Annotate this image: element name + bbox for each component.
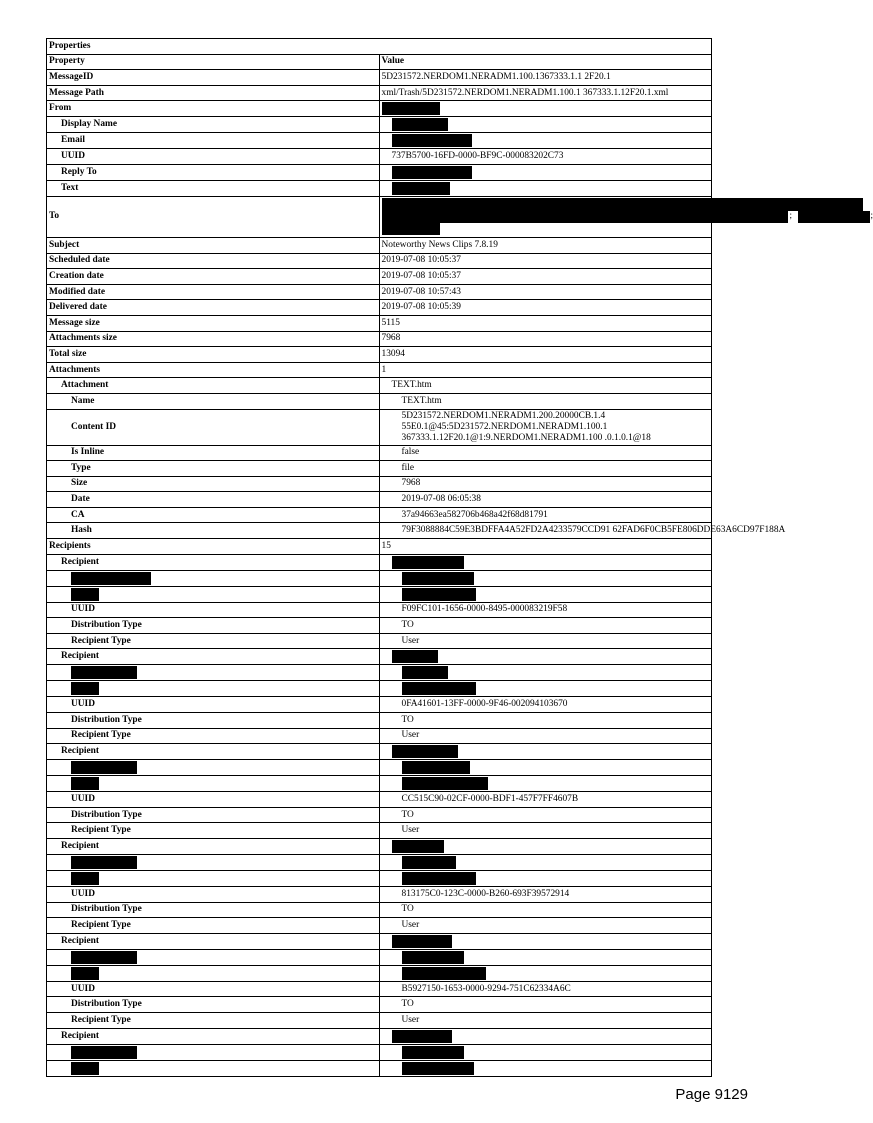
table-header-row [47,54,712,70]
property-value [379,101,712,117]
redaction-block [402,1062,474,1075]
property-name: Distribution Type [47,807,380,823]
table-row [47,507,712,523]
redaction-block [71,761,137,774]
property-value: F09FC101-1656-0000-8495-000083219F58 [379,602,712,618]
property-value: User [379,1012,712,1028]
table-row [47,164,712,180]
table-title: Properties [47,39,712,55]
table-row [47,362,712,378]
property-name: To [47,196,380,237]
property-name [47,855,380,871]
property-value: CC515C90-02CF-0000-BDF1-457F7FF4607B [379,792,712,808]
redaction-block [71,588,99,601]
property-name: Email [47,133,380,149]
property-name: Hash [47,523,380,539]
redaction-block [392,1030,452,1043]
property-value [379,871,712,887]
separator: ; [870,209,873,220]
property-value: 7968 [379,476,712,492]
property-name: Size [47,476,380,492]
property-value [379,949,712,965]
table-row [47,70,712,86]
property-value [379,1044,712,1060]
property-value: false [379,445,712,461]
redaction-block [392,650,438,663]
property-name: Creation date [47,269,380,285]
property-name: From [47,101,380,117]
property-value: TO [379,997,712,1013]
table-row [47,149,712,165]
table-row [47,1028,712,1044]
property-name: Distribution Type [47,902,380,918]
property-value: 1 [379,362,712,378]
property-value: 2019-07-08 10:05:37 [379,253,712,269]
property-value [379,839,712,855]
table-row [47,1044,712,1060]
property-name: UUID [47,792,380,808]
property-name: Recipients [47,539,380,555]
property-name [47,760,380,776]
property-name: UUID [47,602,380,618]
property-value: TO [379,807,712,823]
property-value: User [379,918,712,934]
table-row [47,393,712,409]
redaction-block [71,777,99,790]
property-value: 2019-07-08 06:05:38 [379,492,712,508]
redaction-block [71,682,99,695]
property-name: Message size [47,315,380,331]
table-row [47,409,712,445]
property-name: Recipient Type [47,728,380,744]
property-name [47,586,380,602]
table-row [47,554,712,570]
redaction-block [798,211,870,223]
table-row [47,728,712,744]
property-value [379,681,712,697]
property-value: TO [379,713,712,729]
property-name: Delivered date [47,300,380,316]
table-row [47,949,712,965]
property-name: Modified date [47,284,380,300]
property-value: 15 [379,539,712,555]
property-name: Recipient [47,744,380,760]
redaction-block [402,872,476,885]
property-value: TEXT.htm [379,378,712,394]
properties-sheet [46,38,873,1077]
property-value [379,776,712,792]
separator: ; [789,209,793,220]
table-row [47,180,712,196]
table-row [47,315,712,331]
table-row [47,855,712,871]
property-value [379,665,712,681]
redaction-block [382,102,440,115]
table-row [47,965,712,981]
table-row [47,586,712,602]
property-name: Message Path [47,85,380,101]
redaction-block [71,572,151,585]
property-name: Date [47,492,380,508]
property-value [379,180,712,196]
table-row [47,492,712,508]
property-value: TO [379,902,712,918]
redaction-block [71,856,137,869]
property-name [47,570,380,586]
property-name [47,1044,380,1060]
table-row [47,807,712,823]
redaction-block [402,588,476,601]
property-value: 13094 [379,347,712,363]
property-value [379,760,712,776]
property-value: 79F3088884C59E3BDFFA4A52FD2A4233579CCD91 62FAD6F0CB5FE806DDE63A6CD97F188A [379,523,712,539]
redaction-block [392,935,452,948]
redaction-block [402,572,474,585]
table-row [47,871,712,887]
redaction-block [392,182,450,195]
property-name: MessageID [47,70,380,86]
property-value: 813175C0-123C-0000-B260-693F39572914 [379,887,712,903]
property-name: Subject [47,237,380,253]
table-row [47,823,712,839]
table-row [47,1060,712,1076]
property-value: 5D231572.NERDOM1.NERADM1.100.1367333.1.1 2F20.1 [379,70,712,86]
table-row [47,331,712,347]
property-name: Recipient [47,933,380,949]
property-name: UUID [47,887,380,903]
table-row [47,476,712,492]
property-name: Attachment [47,378,380,394]
property-value: 2019-07-08 10:05:39 [379,300,712,316]
table-row [47,618,712,634]
property-name [47,949,380,965]
properties-table [46,38,873,1077]
table-row [47,697,712,713]
table-row [47,237,712,253]
property-name: UUID [47,149,380,165]
table-row [47,713,712,729]
table-row [47,902,712,918]
table-row [47,839,712,855]
table-row [47,633,712,649]
redaction-block [392,745,458,758]
property-name [47,681,380,697]
property-name [47,871,380,887]
property-value [379,570,712,586]
property-name: UUID [47,981,380,997]
redaction-block [71,666,137,679]
property-value [379,554,712,570]
table-row [47,133,712,149]
table-row [47,523,712,539]
table-row [47,776,712,792]
property-name: UUID [47,697,380,713]
table-row [47,744,712,760]
property-value [379,933,712,949]
property-value: User [379,728,712,744]
redaction-block [402,682,476,695]
property-name: Distribution Type [47,997,380,1013]
property-name: Recipient Type [47,918,380,934]
property-value: User [379,633,712,649]
property-name: Distribution Type [47,713,380,729]
property-name: Is Inline [47,445,380,461]
table-row [47,284,712,300]
property-value: 7968 [379,331,712,347]
table-row [47,300,712,316]
table-row [47,918,712,934]
redaction-block [382,223,440,235]
property-name: Reply To [47,164,380,180]
property-value: 2019-07-08 10:57:43 [379,284,712,300]
table-row [47,445,712,461]
property-name: Recipient Type [47,823,380,839]
property-name: Recipient Type [47,633,380,649]
property-name: CA [47,507,380,523]
property-value [379,965,712,981]
table-row [47,933,712,949]
table-title-row [47,39,712,55]
table-row [47,887,712,903]
redaction-block [402,856,456,869]
property-name: Attachments size [47,331,380,347]
property-value: User [379,823,712,839]
property-name: Recipient [47,649,380,665]
table-row [47,347,712,363]
table-row [47,602,712,618]
table-row [47,665,712,681]
table-row [47,570,712,586]
redaction-block [71,1062,99,1075]
property-name: Display Name [47,117,380,133]
table-row [47,649,712,665]
property-name: Recipient [47,554,380,570]
header-value: Value [379,54,712,70]
property-name: Total size [47,347,380,363]
redaction-block [392,134,472,147]
property-value [379,855,712,871]
table-row [47,1012,712,1028]
property-name: Name [47,393,380,409]
property-name: Scheduled date [47,253,380,269]
property-name: Recipient [47,839,380,855]
page-number: Page 9129 [675,1086,748,1103]
header-property: Property [47,54,380,70]
property-name [47,965,380,981]
to-recipients-redacted [379,196,873,237]
property-value [379,649,712,665]
property-name [47,665,380,681]
property-value [379,164,712,180]
redaction-block [402,777,488,790]
redaction-block [392,118,448,131]
redaction-block [392,166,472,179]
redaction-block [402,761,470,774]
redaction-block [71,1046,137,1059]
property-value: TO [379,618,712,634]
property-value [379,1028,712,1044]
table-row [47,981,712,997]
property-value [379,133,712,149]
table-row [47,196,712,237]
redaction-block [392,840,444,853]
table-row [47,539,712,555]
property-value: 37a94663ea582706b468a42f68d81791 [379,507,712,523]
redaction-block [402,1046,464,1059]
redaction-block [71,872,99,885]
table-row [47,85,712,101]
property-value: 5115 [379,315,712,331]
property-value: 2019-07-08 10:05:37 [379,269,712,285]
table-row [47,760,712,776]
property-value: B5927150-1653-0000-9294-751C62334A6C [379,981,712,997]
property-value: TEXT.htm [379,393,712,409]
table-row [47,681,712,697]
property-value [379,1060,712,1076]
property-name: Attachments [47,362,380,378]
property-name: Distribution Type [47,618,380,634]
property-name: Recipient Type [47,1012,380,1028]
table-row [47,378,712,394]
redaction-block [382,211,788,223]
property-value: Noteworthy News Clips 7.8.19 [379,237,712,253]
table-row [47,101,712,117]
redaction-block [402,951,464,964]
property-value: 737B5700-16FD-0000-BF9C-000083202C73 [379,149,712,165]
property-value [379,586,712,602]
table-row [47,253,712,269]
property-value: 0FA41601-13FF-0000-9F46-002094103670 [379,697,712,713]
redaction-block [392,556,464,569]
redaction-block [402,666,448,679]
table-row [47,461,712,477]
table-row [47,269,712,285]
redaction-block [71,951,137,964]
property-value [379,117,712,133]
property-value [379,744,712,760]
property-name: Content ID [47,409,380,445]
property-name: Text [47,180,380,196]
redaction-block [402,967,486,980]
property-name [47,1060,380,1076]
redaction-block [71,967,99,980]
table-row [47,792,712,808]
property-name [47,776,380,792]
property-name: Type [47,461,380,477]
property-value: 5D231572.NERDOM1.NERADM1.200.20000CB.1.4 55E0.1@45:5D231572.NERDOM1.NERADM1.100.1 367333.1.12F20.1@1:9.NERDOM1.NERADM1.100 .0.1.0.1@18 [379,409,712,445]
property-value: file [379,461,712,477]
property-name: Recipient [47,1028,380,1044]
table-row [47,997,712,1013]
table-row [47,117,712,133]
property-value: xml/Trash/5D231572.NERDOM1.NERADM1.100.1 367333.1.12F20.1.xml [379,85,712,101]
